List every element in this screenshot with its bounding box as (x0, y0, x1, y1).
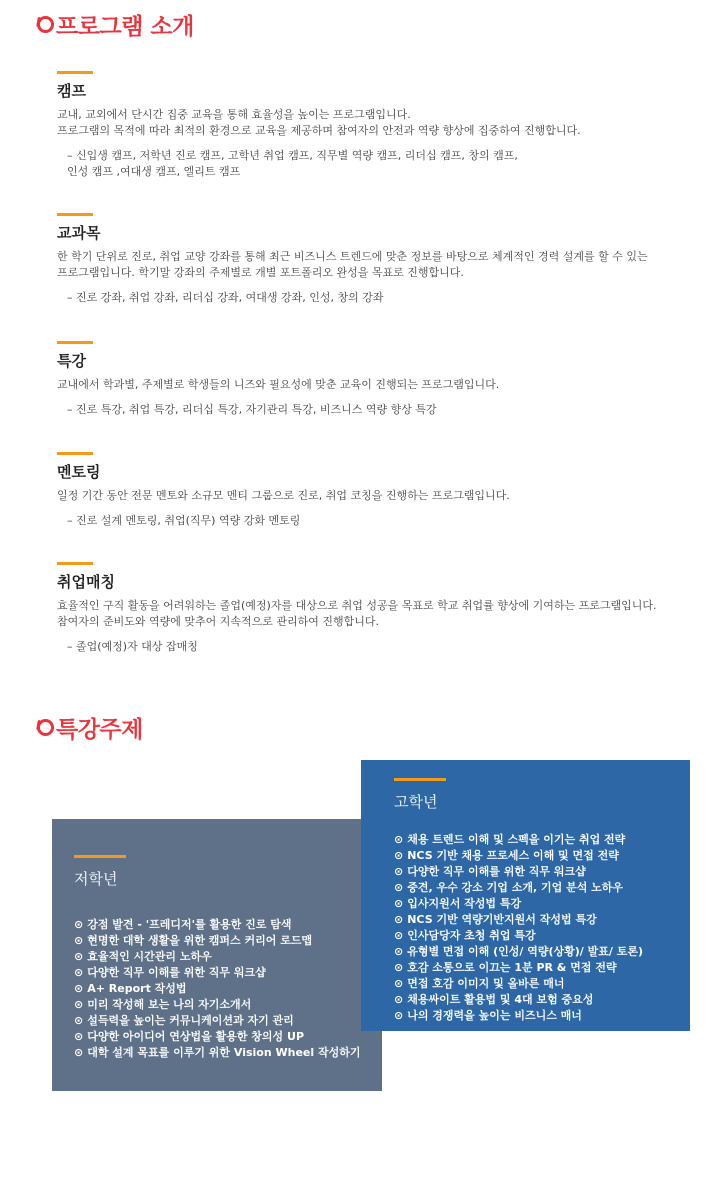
topic-item: ⊙ 설득력을 높이는 커뮤니케이션과 자기 관리 (74, 1014, 294, 1027)
high-grade-box (361, 760, 690, 1031)
target-icon: ⊙ (394, 993, 404, 1006)
topic-item: ⊙ 입사지원서 작성법 특강 (394, 897, 522, 910)
topic-item: ⊙ NCS 기반 역량기반지원서 작성법 특강 (394, 913, 597, 926)
topic-item: ⊙ 중견, 우수 강소 기업 소개, 기업 분석 노하우 (394, 881, 624, 894)
target-icon: ⊙ (394, 849, 404, 862)
target-icon: ⊙ (394, 833, 404, 846)
program-intro-title-text: 프로그램 소개 (56, 14, 194, 40)
program-description: 교내에서 학과별, 주제별로 학생들의 니즈와 필요성에 맞춘 교육이 진행되는 프로그램입니다. (57, 378, 500, 391)
topic-item: ⊙ 대학 설계 목표를 이루기 위한 Vision Wheel 작성하기 (74, 1046, 361, 1059)
program-camp (57, 71, 697, 180)
topic-item: ⊙ 다양한 아이디어 연상법을 활용한 창의성 UP (74, 1030, 305, 1043)
topic-item: ⊙ 현명한 대학 생활을 위한 캠퍼스 커리어 로드맵 (74, 934, 313, 947)
target-icon: ⊙ (74, 1014, 84, 1027)
low-grade-box (52, 819, 382, 1091)
low-grade-list (74, 917, 382, 1061)
program-name: 특강 (57, 352, 86, 370)
topic-item: ⊙ 미리 작성해 보는 나의 자기소개서 (74, 998, 252, 1011)
target-icon: ⊙ (394, 961, 404, 974)
topic-item: ⊙ 유형별 면접 이해 (인성/ 역량(상황)/ 발표/ 토론) (394, 945, 643, 958)
high-grade-title: 고학년 (394, 793, 438, 811)
topic-item: ⊙ 채용 트렌드 이해 및 스펙을 이기는 취업 전략 (394, 833, 626, 846)
topics-title (36, 711, 143, 744)
topic-item: ⊙ 나의 경쟁력을 높이는 비즈니스 매너 (394, 1009, 582, 1022)
program-mentoring (57, 452, 697, 529)
topic-item: ⊙ 효율적인 시간관리 노하우 (74, 950, 212, 963)
target-icon: ⊙ (74, 918, 84, 931)
topic-item: ⊙ 채용싸이트 활용법 및 4대 보험 중요성 (394, 993, 594, 1006)
accent-bar (57, 452, 93, 455)
program-description: 효율적인 구직 활동을 어려워하는 졸업(예정)자를 대상으로 취업 성공을 목표로 학교 취업률 향상에 기여하는 프로그램입니다. 참여자의 준비도와 역량에 맞추어 지속적으로 관리하여 진행합니다. (57, 599, 657, 628)
section-bullet-icon (36, 17, 50, 33)
target-icon: ⊙ (394, 865, 404, 878)
target-icon: ⊙ (74, 1030, 84, 1043)
topic-item: ⊙ NCS 기반 채용 프로세스 이해 및 면접 전략 (394, 849, 619, 862)
topic-item: ⊙ 다양한 직무 이해를 위한 직무 워크샵 (394, 865, 586, 878)
program-items: – 졸업(예정)자 대상 잡매칭 (67, 640, 198, 653)
target-icon: ⊙ (74, 934, 84, 947)
target-icon: ⊙ (394, 1009, 404, 1022)
topics-title-text: 특강주제 (56, 717, 143, 743)
program-special-lecture (57, 341, 697, 418)
program-description: 한 학기 단위로 진로, 취업 교양 강좌를 통해 최근 비즈니스 트렌드에 맞춘 정보를 바탕으로 체계적인 경력 설계를 할 수 있는 프로그램입니다. 학기말 강좌의 주제별로 개별 포트폴리오 완성을 목표로 진행합니다. (57, 250, 648, 279)
target-icon: ⊙ (394, 977, 404, 990)
program-course (57, 213, 697, 306)
target-icon: ⊙ (74, 1046, 84, 1059)
program-name: 교과목 (57, 224, 101, 242)
program-items: – 진로 강좌, 취업 강좌, 리더십 강좌, 여대생 강좌, 인성, 창의 강좌 (67, 291, 384, 304)
topic-item: ⊙ 다양한 직무 이해를 위한 직무 워크샵 (74, 966, 266, 979)
program-description: 일정 기간 동안 전문 멘토와 소규모 멘티 그룹으로 진로, 취업 코칭을 진행하는 프로그램입니다. (57, 489, 510, 502)
accent-bar (57, 562, 93, 565)
topic-item: ⊙ A+ Report 작성법 (74, 982, 187, 995)
target-icon: ⊙ (394, 945, 404, 958)
topic-item: ⊙ 인사담당자 초청 취업 특강 (394, 929, 536, 942)
topic-item: ⊙ 강점 발견 - '프레디저'를 활용한 진로 탐색 (74, 918, 292, 931)
program-name: 취업매칭 (57, 573, 115, 591)
topic-item: ⊙ 호감 소통으로 이끄는 1분 PR & 면접 전략 (394, 961, 617, 974)
target-icon: ⊙ (394, 881, 404, 894)
section-bullet-icon (36, 720, 50, 736)
program-items: – 진로 특강, 취업 특강, 리더십 특강, 자기관리 특강, 비즈니스 역량 향상 특강 (67, 403, 437, 416)
program-name: 멘토링 (57, 463, 101, 481)
low-grade-title: 저학년 (74, 870, 118, 888)
program-name: 캠프 (57, 82, 86, 100)
accent-bar (57, 213, 93, 216)
program-items: – 신입생 캠프, 저학년 진로 캠프, 고학년 취업 캠프, 직무별 역량 캠프, 리더십 캠프, 창의 캠프, 인성 캠프 ,여대생 캠프, 엘리트 캠프 (67, 149, 518, 178)
target-icon: ⊙ (394, 913, 404, 926)
target-icon: ⊙ (74, 998, 84, 1011)
accent-bar (57, 71, 93, 74)
target-icon: ⊙ (74, 950, 84, 963)
target-icon: ⊙ (394, 897, 404, 910)
target-icon: ⊙ (74, 966, 84, 979)
program-description: 교내, 교외에서 단시간 집중 교육을 통해 효율성을 높이는 프로그램입니다. 프로그램의 목적에 따라 최적의 환경으로 교육을 제공하며 참여자의 안전과 역량 향상에 집중하여 진행합니다. (57, 108, 581, 137)
topic-item: ⊙ 면접 호감 이미지 및 올바른 매너 (394, 977, 565, 990)
target-icon: ⊙ (394, 929, 404, 942)
high-grade-list (394, 832, 690, 1024)
target-icon: ⊙ (74, 982, 84, 995)
accent-bar (74, 855, 126, 858)
accent-bar (394, 778, 446, 781)
program-items: – 진로 설계 멘토링, 취업(직무) 역량 강화 멘토링 (67, 514, 301, 527)
accent-bar (57, 341, 93, 344)
program-intro-title (36, 8, 194, 41)
program-job-matching (57, 562, 697, 655)
